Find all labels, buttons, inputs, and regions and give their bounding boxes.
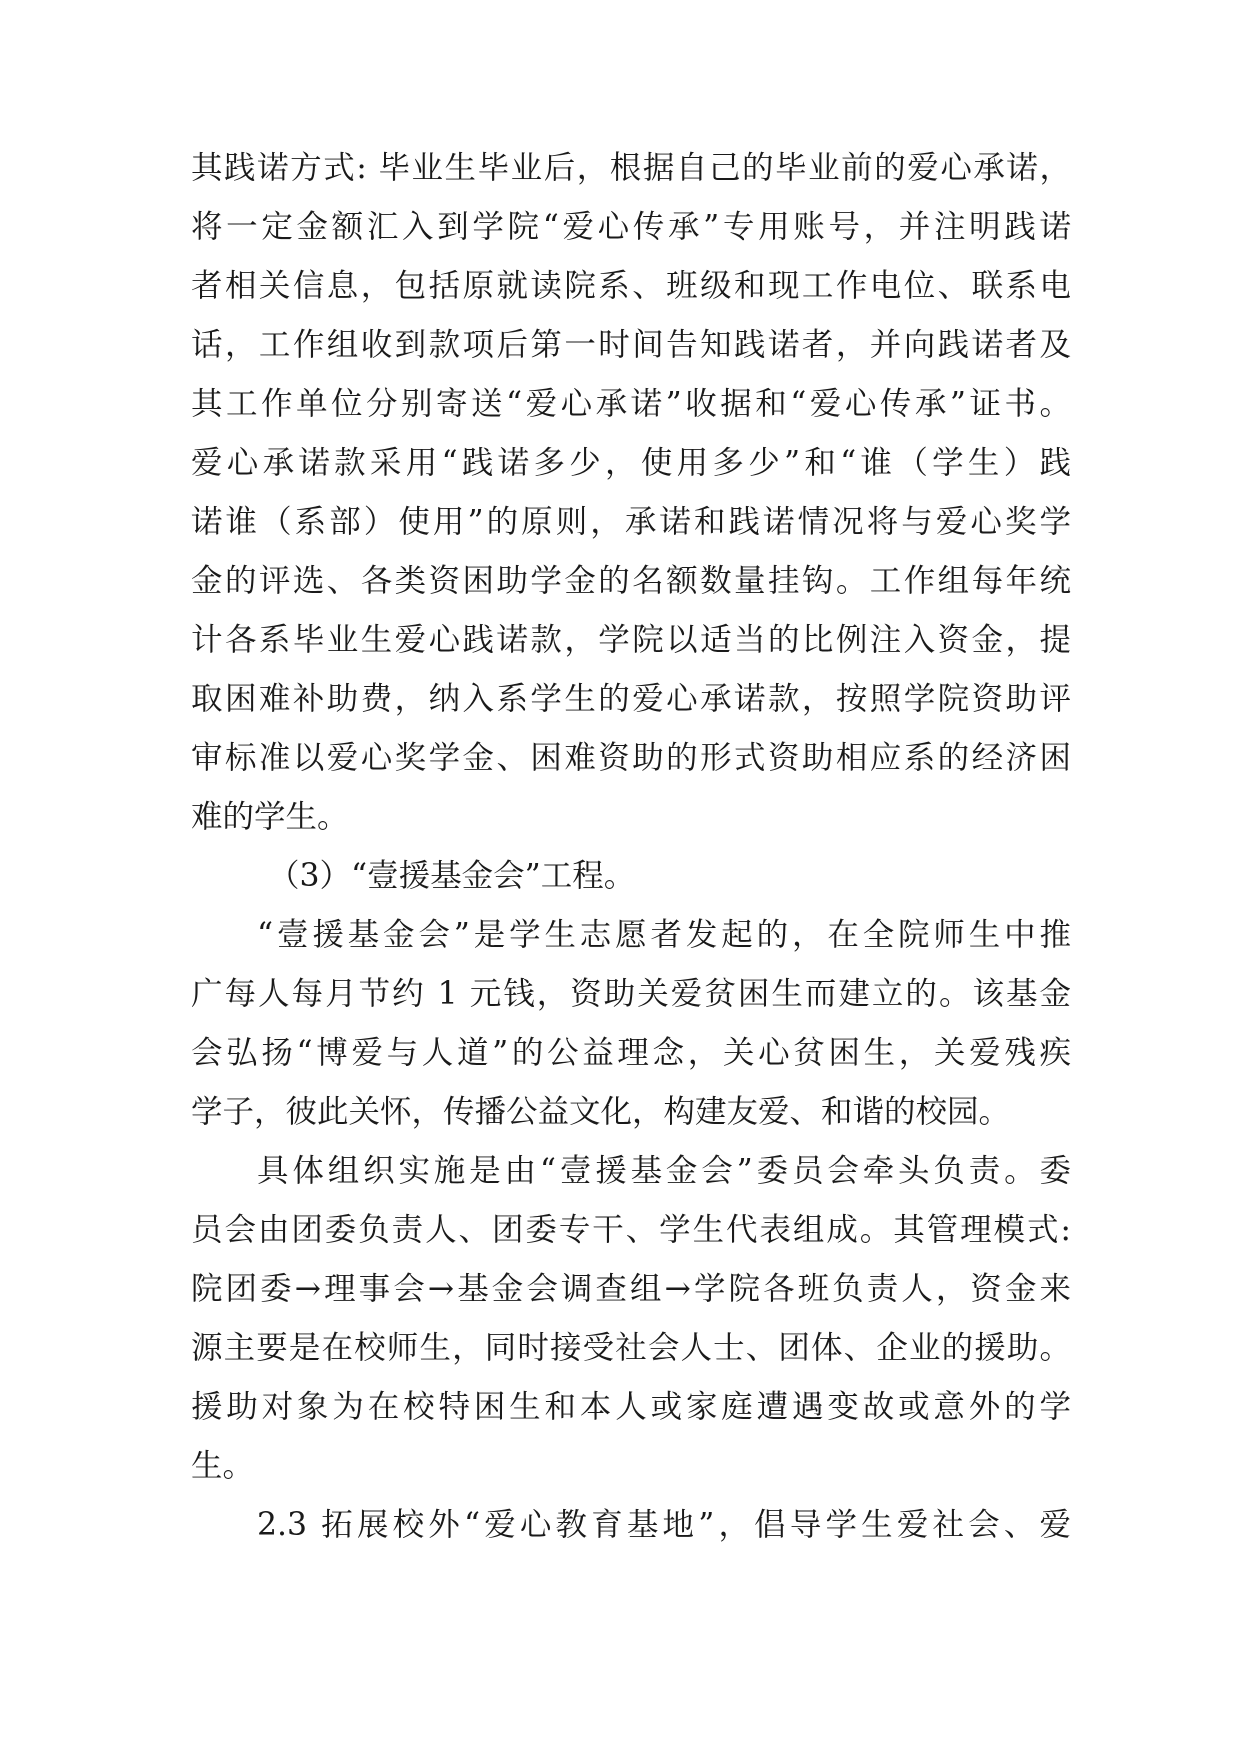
section-heading: （3）“壹援基金会”工程。: [268, 858, 636, 894]
text-line: 学子，彼此关怀，传播公益文化，构建友爱、和谐的校园。: [191, 1094, 1011, 1130]
text-line: 生。: [191, 1448, 255, 1484]
text-line: 诺谁（系部）使用”的原则，承诺和践诺情况将与爱心奖学: [191, 504, 1071, 540]
text-line: 将一定金额汇入到学院“爱心传承”专用账号，并注明践诺: [191, 209, 1071, 245]
text-line: 源主要是在校师生，同时接受社会人士、团体、企业的援助。: [191, 1330, 1071, 1366]
text-line: 其践诺方式: 毕业生毕业后，根据自己的毕业前的爱心承诺，: [191, 150, 1071, 186]
text-line: “壹援基金会”是学生志愿者发起的，在全院师生中推: [257, 917, 1071, 953]
text-line: 话，工作组收到款项后第一时间告知践诺者，并向践诺者及: [191, 327, 1071, 363]
text-line: 其工作单位分别寄送“爱心承诺”收据和“爱心传承”证书。: [191, 386, 1071, 422]
text-line: 会弘扬“博爱与人道”的公益理念，关心贫困生，关爱残疾: [191, 1035, 1071, 1071]
section-heading: 2.3 拓展校外“爱心教育基地”，倡导学生爱社会、爱: [257, 1507, 1071, 1543]
text-line: 者相关信息，包括原就读院系、班级和现工作电位、联系电: [191, 268, 1071, 304]
text-line: 广每人每月节约 1 元钱，资助关爱贫困生而建立的。该基金: [191, 976, 1071, 1012]
text-line: 金的评选、各类资困助学金的名额数量挂钩。工作组每年统: [191, 563, 1071, 599]
text-line: 审标准以爱心奖学金、困难资助的形式资助相应系的经济困: [191, 740, 1071, 776]
text-line: 员会由团委负责人、团委专干、学生代表组成。其管理模式:: [191, 1212, 1071, 1248]
text-line: 具体组织实施是由“壹援基金会”委员会牵头负责。委: [257, 1153, 1071, 1189]
text-line: 援助对象为在校特困生和本人或家庭遭遇变故或意外的学: [191, 1389, 1071, 1425]
text-line: 院团委→理事会→基金会调查组→学院各班负责人，资金来: [191, 1271, 1071, 1307]
text-line: 爱心承诺款采用“践诺多少，使用多少”和“谁（学生）践: [191, 445, 1071, 481]
text-line: 计各系毕业生爱心践诺款，学院以适当的比例注入资金，提: [191, 622, 1071, 658]
text-line: 取困难补助费，纳入系学生的爱心承诺款，按照学院资助评: [191, 681, 1071, 717]
text-line: 难的学生。: [191, 799, 349, 835]
